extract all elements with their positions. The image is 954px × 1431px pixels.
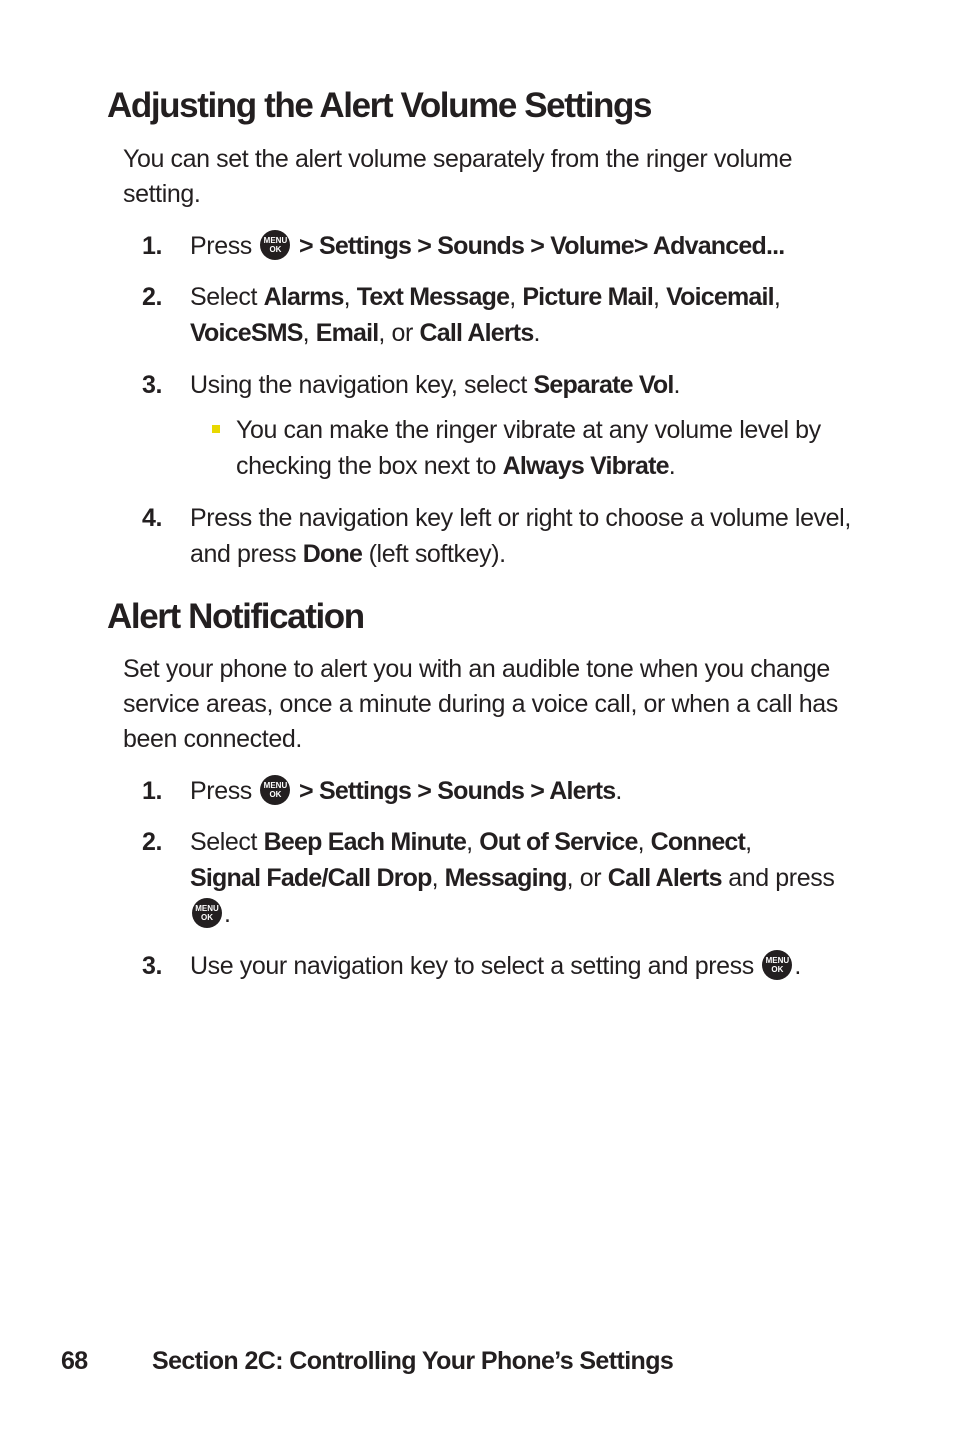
step-2: 2. Select Beep Each Minute, Out of Service, Connect, Signal Fade/Call Drop, Messaging, or Call Alerts and press MENU OK . xyxy=(142,828,835,928)
menu-ok-key-icon: MENU OK xyxy=(192,898,222,928)
step-1: 1. Press MENU OK > Settings > Sounds > Alerts. xyxy=(142,777,622,805)
section-title-alert-volume: Adjusting the Alert Volume Settings xyxy=(107,86,652,125)
menu-ok-key-icon: MENU OK xyxy=(762,950,792,980)
step-4: 4. Press the navigation key left or right to choose a volume level, and press Done (left softkey). xyxy=(142,504,851,568)
page-number: 68 xyxy=(61,1347,88,1375)
step-2: 2. Select Alarms, Text Message, Picture Mail, Voicemail, VoiceSMS, Email, or Call Alerts. xyxy=(142,283,781,347)
bullet-square-icon xyxy=(212,425,220,433)
step-3: 3. Use your navigation key to select a setting and press MENU OK . xyxy=(142,952,801,980)
section-intro: Set your phone to alert you with an audible tone when you change service areas, once a minute during a voice call, or when a call has been connected. xyxy=(123,655,838,753)
page-footer xyxy=(61,1347,673,1376)
section-intro: You can set the alert volume separately from the ringer volume setting. xyxy=(123,145,793,208)
step-1: 1. Press MENU OK > Settings > Sounds > Volume> Advanced... xyxy=(142,232,785,260)
note-bullet: You can make the ringer vibrate at any volume level by checking the box next to Always Vibrate. xyxy=(236,412,856,484)
menu-ok-key-icon: MENU OK xyxy=(260,230,290,260)
section-label: Section 2C: Controlling Your Phone’s Settings xyxy=(152,1347,674,1375)
menu-path: > Settings > Sounds > Volume> Advanced... xyxy=(299,232,785,260)
menu-ok-key-icon: MENU OK xyxy=(260,775,290,805)
step-3: 3. Using the navigation key, select Separate Vol. xyxy=(142,371,681,399)
menu-path: > Settings > Sounds > Alerts xyxy=(299,777,616,805)
section-title-alert-notification: Alert Notification xyxy=(107,597,364,636)
